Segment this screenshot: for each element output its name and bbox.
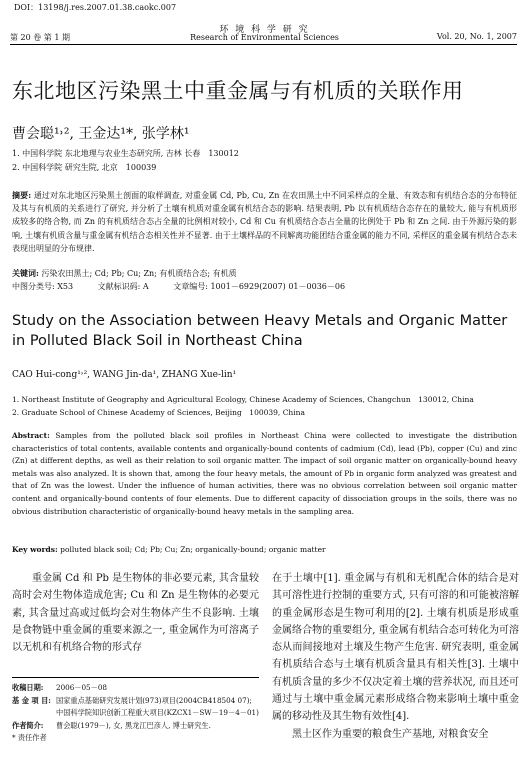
keywords-en-label: Key words: [12, 545, 58, 554]
article-number: 文章编号: 1001－6929(2007) 01－0036－06 [173, 282, 346, 291]
footnote-author-bio: 作者简介: 曹会聪(1979－), 女, 黑龙江巴彦人, 博士研究生. [12, 720, 211, 730]
header-rule [10, 44, 517, 45]
affiliation-cn-1: 1. 中国科学院 东北地理与农业生态研究所, 吉林 长春 130012 [12, 149, 239, 158]
keywords-en [12, 545, 326, 554]
authors-cn: 曹会聪¹˒², 王金达¹*, 张学林¹ [12, 126, 190, 142]
journal-name-cn: 环 境 科 学 研 究 [219, 25, 310, 35]
abstract-cn [12, 189, 517, 255]
keywords-cn-text: 污染农田黑土; Cd; Pb; Cu; Zn; 有机质结合态; 有机质 [41, 269, 237, 278]
body-paragraph: 重金属 Cd 和 Pb 是生物体的非必要元素, 其含量较高时会对生物体造成危害; Cu 和 Zn 是生物体的必要元素, 其含量过高或过低均会对生物体产生不良影响. 土壤是食物链中重金属的重要来源之一, 重金属作为可溶离子以无机和有机络合物的形式存 [12, 573, 259, 654]
footnote-received: 收稿日期: 2006－05－08 [12, 683, 107, 692]
document-code: 文献标识码: A [97, 282, 149, 291]
classification-row [12, 281, 367, 292]
abstract-cn-label: 摘要: [12, 190, 32, 200]
abstract-en-label: Abstract: [12, 431, 50, 440]
abstract-en [12, 430, 517, 518]
affiliation-en-1: 1. Northeast Institute of Geography and Agricultural Ecology, Chinese Academy of Sciences, Changchun 130012, China [12, 395, 474, 404]
footnote-rule [12, 677, 259, 678]
doi: DOI：13198/j.res.2007.01.38.caokc.007 [14, 3, 177, 12]
affiliation-cn-2: 2. 中国科学院 研究生院, 北京 100039 [12, 163, 157, 172]
body-right-column [272, 570, 519, 743]
journal-name-en: Research of Environmental Sciences [190, 33, 339, 42]
footnote-funding: 基 金 项 目: 国家重点基础研究发展计划(973)项目(2004CB418504 07); 中国科学院知识创新工程重大项目(KZCX1－SW－19－4－01) [12, 695, 259, 717]
abstract-cn-text: 通过对东北地区污染黑土剖面的取样调查, 对重金属 Cd, Pb, Cu, Zn 在农田黑土中不同采样点的全量、有效态和有机结合态的分布特征及其与有机质的关系进行了研究, 并分析了土壤有机质对重金属有机结合态的影响. 结果表明, Pb 以有机质结合态存在的量较大, 能与有机质形成较多的络合物, 而 Zn 的有机质结合态占全量的比例相对较小, Cd 和 Cu 有机质结合态占全量的比例处于 Pb 和 Zn 之间. 由于外源污染的影响, 土壤有机质含量与重金属有机结合态相关性并不显著. 由于土壤样品的不同解离功能团结合重金属的能力不同, 采样区的重金属有机结合态未表现出明显的分布规律. [12, 191, 518, 253]
keywords-en-text: polluted black soil; Cd; Pb; Cu; Zn; organically-bound; organic matter [60, 545, 326, 554]
title-en: Study on the Association between Heavy Metals and Organic Matter in Polluted Black Soil in Northeast China [12, 313, 508, 349]
affiliation-en-2: 2. Graduate School of Chinese Academy of Sciences, Beijing 100039, China [12, 408, 305, 417]
body-left-column [12, 570, 259, 656]
body-paragraph: 黑土区作为重要的粮食生产基地, 对粮食安全 [292, 728, 489, 740]
volume-issue-cn: 第 20 卷 第 1 期 [10, 33, 70, 42]
keywords-cn-label: 关键词: [12, 268, 39, 278]
clc-number: 中图分类号: X53 [12, 282, 74, 291]
footnote-corresponding: * 责任作者 [12, 733, 47, 742]
volume-issue-en: Vol. 20, No. 1, 2007 [436, 32, 517, 41]
footnotes [12, 682, 259, 745]
keywords-cn [12, 268, 237, 279]
abstract-en-text: Samples from the polluted black soil profiles in Northeast China were collected to investigate the distribution characteristics of total contents, available contents and organically-bound contents of cadmium (Cd), lead (Pb), copper (Cu) and zinc (Zn) at different depths, as well as their relation to soil organic matter. The impact of soil organic matter on organically-bound heavy metals was also analyzed. It is shown that, among the four heavy metals, the amount of Pb in organic form analyzed was greatest and that of Zn was the lowest. Under the influence of human activities, there was no obvious correlation between soil organic matter content and organically-bound contents of four elements. Due to different capacity of dissociation groups in the soils, there was no obvious distribution characteristic of organically-bound heavy metals in the sampling area. [12, 431, 517, 516]
authors-en: CAO Hui-cong¹˒², WANG Jin-da¹, ZHANG Xue-lin¹ [12, 370, 237, 380]
body-paragraph: 在于土壤中[1]. 重金属与有机和无机配合体的结合是对其可溶性进行控制的重要方式, 只有可溶的和可能被溶解的重金属形态是生物可利用的[2]. 土壤有机质是形成重金属络合物的重要组分, 重金属有机结合态可转化为可溶态从而间接地对土壤及生物产生危害. 研究表明, 重金属有机质结合态与土壤有机质含量具有相关性[3]. 土壤中有机质含量的多少不仅决定着土壤的营养状况, 而且还可通过与土壤中重金属元素形成络合物来影响土壤中重金属的移动性及其生物有效性[4]. [272, 573, 519, 723]
title-cn: 东北地区污染黑土中重金属与有机质的关联作用 [12, 79, 464, 103]
